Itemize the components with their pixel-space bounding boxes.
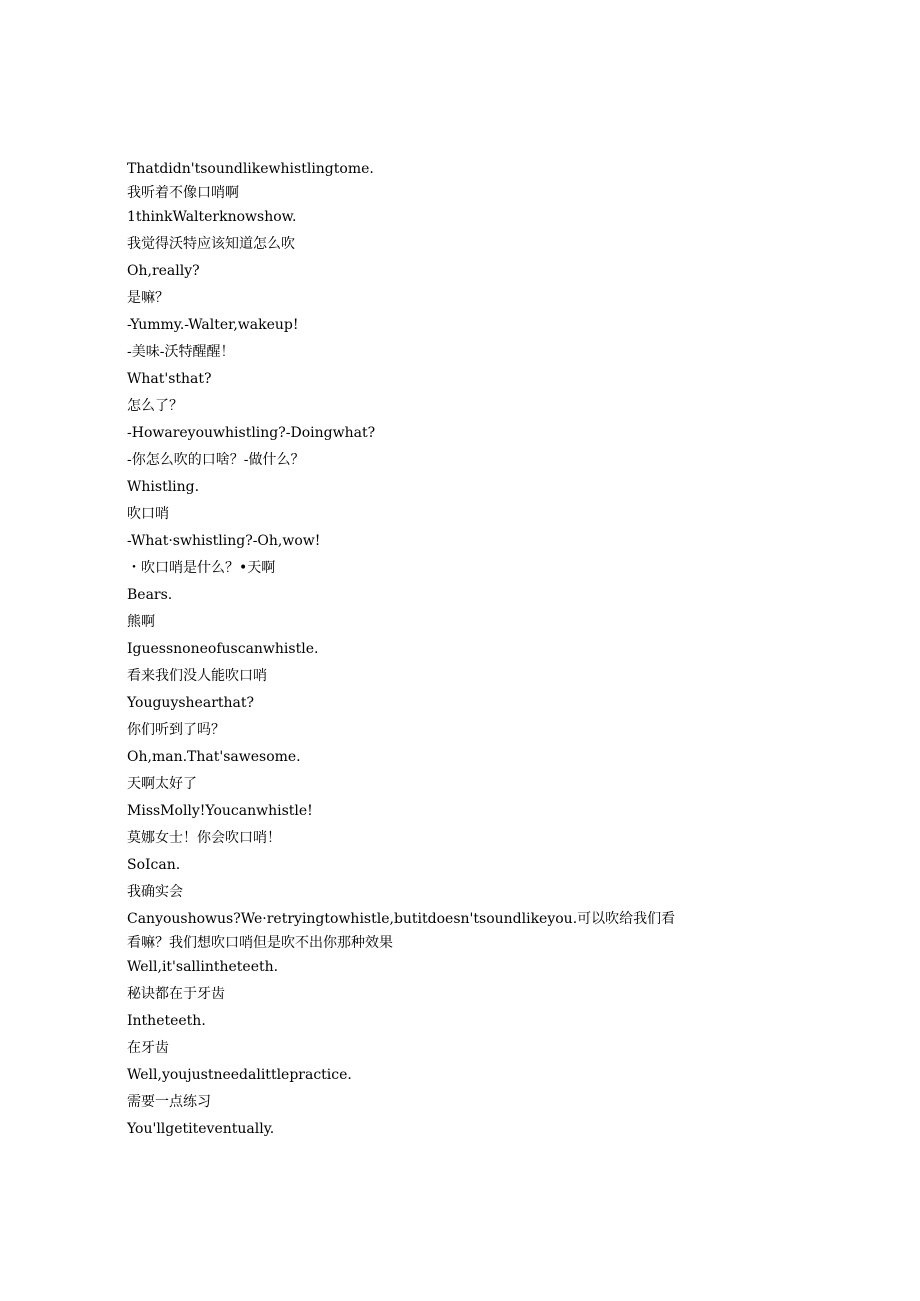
subtitle-line-zh: 莫娜女士！你会吹口哨！ — [127, 830, 281, 846]
subtitle-line-zh: -你怎么吹的口啥？-做什么？ — [127, 452, 305, 468]
subtitle-line-en: Intheteeth. — [127, 1013, 206, 1029]
subtitle-line-en: Oh,man.That'sawesome. — [127, 749, 301, 765]
subtitle-line-zh: 在牙齿 — [127, 1040, 169, 1056]
subtitle-line-en: -What·swhistling?-Oh,wow! — [127, 533, 321, 549]
subtitle-line-en: Whistling. — [127, 479, 200, 495]
subtitle-line-zh: 看嘛？我们想吹口哨但是吹不出你那种效果 — [127, 935, 393, 951]
subtitle-line-zh: 天啊太好了 — [127, 776, 197, 792]
subtitle-line-zh: 你们听到了吗？ — [127, 722, 225, 738]
subtitle-line-en: What'sthat? — [127, 371, 212, 387]
subtitle-text-body — [127, 158, 827, 1141]
subtitle-line-zh: 熊啊 — [127, 614, 155, 630]
subtitle-line-zh: -美味-沃特醒醒！ — [127, 344, 235, 360]
subtitle-line-en: Well,youjustneedalittlepractice. — [127, 1067, 352, 1083]
subtitle-line-en: Thatdidn'tsoundlikewhistlingtome. — [127, 161, 374, 177]
subtitle-line-en: Youguyshearthat? — [127, 695, 255, 711]
subtitle-line-zh: 我确实会 — [127, 884, 183, 900]
subtitle-line-zh: 需要一点练习 — [127, 1094, 211, 1110]
subtitle-line-en: Well,it'sallintheteeth. — [127, 959, 279, 975]
subtitle-line-zh: 怎么了？ — [127, 398, 183, 414]
subtitle-line-zh: 是嘛？ — [127, 290, 169, 306]
subtitle-line-en: -Howareyouwhistling?-Doingwhat? — [127, 425, 376, 441]
subtitle-line-zh: 看来我们没人能吹口哨 — [127, 668, 267, 684]
subtitle-line-zh: 我听着不像口哨啊 — [127, 185, 239, 201]
subtitle-line-en: MissMolly!Youcanwhistle! — [127, 803, 313, 819]
subtitle-line-en: SoIcan. — [127, 857, 181, 873]
subtitle-line-mixed: Canyoushowus?We·retryingtowhistle,butitdoesn'tsoundlikeyou.可以吹给我们看 — [127, 911, 676, 927]
subtitle-line-en: Iguessnoneofuscanwhistle. — [127, 641, 319, 657]
subtitle-line-zh: 吹口哨 — [127, 506, 169, 522]
subtitle-line-en: -Yummy.-Walter,wakeup! — [127, 317, 299, 333]
subtitle-line-zh: 我觉得沃特应该知道怎么吹 — [127, 236, 295, 252]
subtitle-line-zh: ・吹口哨是什么？•天啊 — [127, 560, 276, 576]
subtitle-line-en: Bears. — [127, 587, 173, 603]
subtitle-line-en: 1thinkWalterknowshow. — [127, 209, 297, 225]
subtitle-line-en: You'llgetiteventually. — [127, 1121, 275, 1137]
subtitle-line-en: Oh,really? — [127, 263, 200, 279]
subtitle-line-zh: 秘诀都在于牙齿 — [127, 986, 225, 1002]
